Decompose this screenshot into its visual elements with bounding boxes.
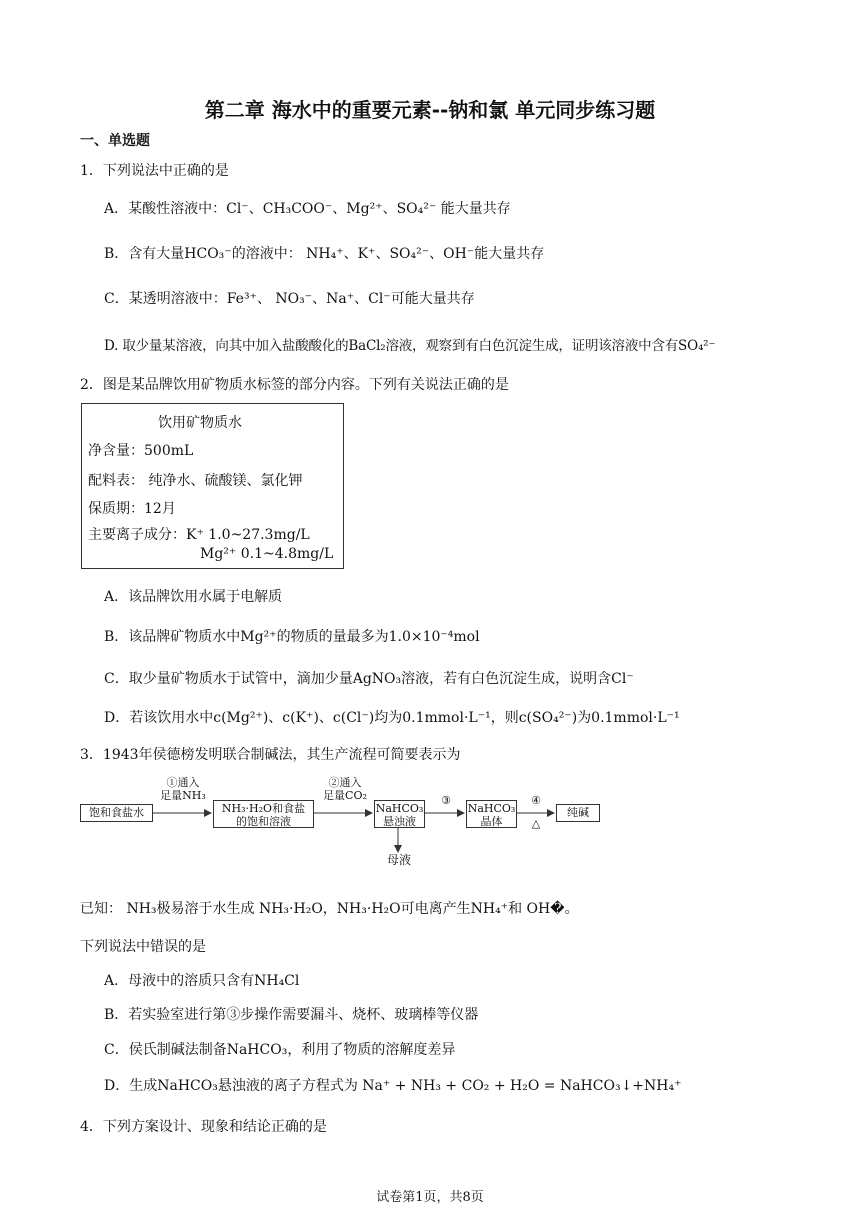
question-1-option-a: A．某酸性溶液中：Cl⁻、CH₃COO⁻、Mg²⁺、SO₄²⁻ 能大量共存 xyxy=(104,201,511,217)
flow-step-1-line2: 足量NH₃ xyxy=(160,789,206,802)
question-3-stem-2: 下列说法中错误的是 xyxy=(80,939,206,955)
mineral-water-label xyxy=(81,403,344,569)
flow-box-brine: 饱和食盐水 xyxy=(80,804,153,822)
label-heading: 饮用矿物质水 xyxy=(158,415,242,431)
question-3-option-a: A．母液中的溶质只含有NH₄Cl xyxy=(104,973,300,989)
question-1-option-c: C．某透明溶液中：Fe³⁺、 NO₃⁻、Na⁺、Cl⁻可能大量共存 xyxy=(104,291,475,307)
question-3-option-c: C．侯氏制碱法制备NaHCO₃，利用了物质的溶解度差异 xyxy=(104,1042,456,1058)
flow-step-2 xyxy=(316,776,374,802)
section-heading: 一、单选题 xyxy=(80,133,150,149)
flow-step-2-line1: ②通入 xyxy=(328,776,362,789)
label-line-volume: 净含量：500mL xyxy=(88,443,194,459)
flow-box-soda-ash: 纯碱 xyxy=(556,804,600,822)
label-line-ingredients: 配料表： 纯净水、硫酸镁、氯化钾 xyxy=(88,473,303,489)
question-3-option-d: D．生成NaHCO₃悬浊液的离子方程式为 Na⁺ + NH₃ + CO₂ + H₂O = NaHCO₃↓+NH₄⁺ xyxy=(104,1078,682,1094)
flow-box-saturated-line2: 的饱和溶液 xyxy=(236,815,291,828)
flow-step-3: ③ xyxy=(441,794,451,807)
question-1-option-b: B．含有大量HCO₃⁻的溶液中： NH₄⁺、K⁺、SO₄²⁻、OH⁻能大量共存 xyxy=(104,246,545,262)
question-2-stem: 2．图是某品牌饮用矿物质水标签的部分内容。下列有关说法正确的是 xyxy=(80,377,509,393)
flow-step-4: ④ xyxy=(531,794,541,807)
question-2-option-b: B．该品牌矿物质水中Mg²⁺的物质的量最多为1.0×10⁻⁴mol xyxy=(104,629,480,645)
flow-step-2-line2: 足量CO₂ xyxy=(323,789,367,802)
flow-step-1-line1: ①通入 xyxy=(166,776,200,789)
flow-box-suspension xyxy=(374,800,425,828)
question-4-stem: 4．下列方案设计、现象和结论正确的是 xyxy=(80,1119,327,1135)
label-line-shelf-life: 保质期：12月 xyxy=(88,501,176,517)
question-2-option-d: D．若该饮用水中c(Mg²⁺)、c(K⁺)、c(Cl⁻)均为0.1mmol·L⁻¹，则c(SO₄²⁻)为0.1mmol·L⁻¹ xyxy=(104,710,680,726)
question-2-option-c: C．取少量矿物质水于试管中，滴加少量AgNO₃溶液，若有白色沉淀生成，说明含Cl⁻ xyxy=(104,671,634,687)
flow-box-saturated-line1: NH₃·H₂O和食盐 xyxy=(221,802,306,815)
question-3-stem: 3．1943年侯德榜发明联合制碱法，其生产流程可简要表示为 xyxy=(80,747,461,763)
flow-step-1 xyxy=(154,776,212,802)
question-1-option-d: D. 取少量某溶液，向其中加入盐酸酸化的BaCl₂溶液，观察到有白色沉淀生成，证明该溶液中含有SO₄²⁻ xyxy=(104,338,716,354)
page-footer: 试卷第1页，共8页 xyxy=(376,1190,484,1205)
flow-box-crystal-line2: 晶体 xyxy=(480,815,503,828)
flow-box-suspension-line1: NaHCO₃ xyxy=(375,802,424,815)
flow-heat-symbol: △ xyxy=(531,817,541,830)
flow-box-saturated-solution xyxy=(213,800,314,828)
flow-box-crystal-line1: NaHCO₃ xyxy=(467,802,516,815)
flow-box-crystal xyxy=(466,800,517,828)
label-line-ions-k: 主要离子成分：K⁺ 1.0~27.3mg/L xyxy=(88,527,310,543)
flow-mother-liquor: 母液 xyxy=(386,853,411,867)
question-3-known: 已知： NH₃极易溶于水生成 NH₃·H₂O，NH₃·H₂O可电离产生NH₄⁺和 OH�。 xyxy=(80,901,579,917)
flow-box-suspension-line2: 悬浊液 xyxy=(383,815,416,828)
question-2-option-a: A．该品牌饮用水属于电解质 xyxy=(104,589,283,605)
question-1-stem: 1．下列说法中正确的是 xyxy=(80,163,229,179)
page-title: 第二章 海水中的重要元素--钠和氯 单元同步练习题 xyxy=(204,98,656,122)
label-line-ions-mg: Mg²⁺ 0.1~4.8mg/L xyxy=(200,546,334,562)
question-3-option-b: B．若实验室进行第③步操作需要漏斗、烧杯、玻璃棒等仪器 xyxy=(104,1007,479,1023)
